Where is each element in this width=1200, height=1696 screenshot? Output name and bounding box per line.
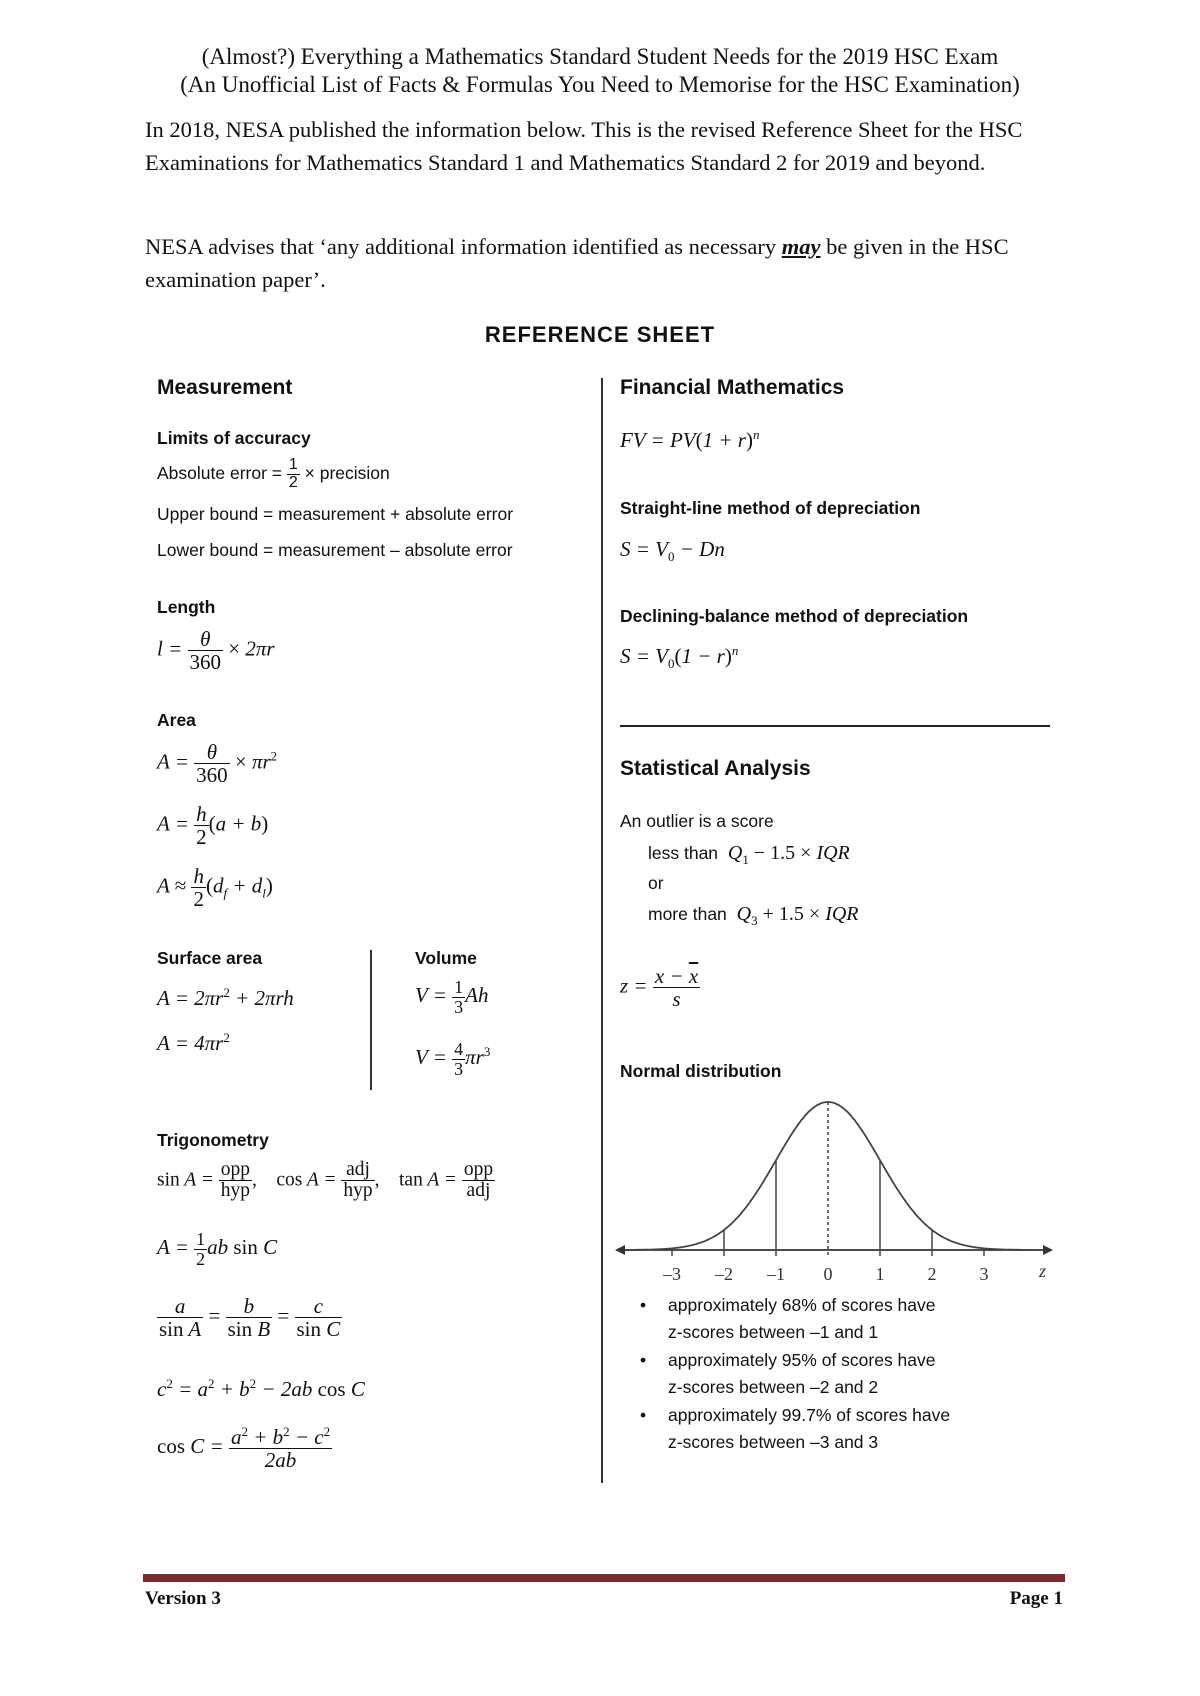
tick-label: 3 bbox=[979, 1264, 989, 1284]
list-item: • approximately 68% of scores have z-scores between –1 and 1 bbox=[640, 1292, 1060, 1346]
cosine-angle-formula: cos C = $\frac{a^2 + b^2 - c^2}{2ab}$ bbox=[157, 1424, 331, 1473]
reference-sheet-title: REFERENCE SHEET bbox=[484, 322, 716, 347]
area-sector-formula: A = $\frac{\theta}{360}$ × $\pi r^2$ bbox=[157, 740, 278, 788]
trig-ratios-formula: sin A = $\frac{\text{opp}}{\text{hyp}}$ , cos A = $\frac{\text{adj}}{\text{hyp}}$ , tan A = $\frac{\text{opp}}{\text{adj}}$ bbox=[157, 1159, 494, 1202]
bullet-line-2: z-scores between –1 and 1 bbox=[668, 1322, 879, 1342]
intro-emphasis: may bbox=[781, 234, 821, 259]
surface-area-heading: Surface area bbox=[157, 948, 263, 968]
z-score-formula: z = $\frac{x - \overline{x}}{s}$ bbox=[620, 964, 699, 1012]
normal-distribution-chart bbox=[615, 1090, 1055, 1290]
straight-line-heading: Straight-line method of depreciation bbox=[620, 498, 921, 518]
outlier-intro: An outlier is a score bbox=[620, 811, 774, 831]
area-approx-formula: A ≈ $\frac{h}{2}$ $(d_f + d_l)$ bbox=[157, 864, 273, 912]
bullet-line-1: approximately 95% of scores have bbox=[668, 1350, 936, 1370]
straight-line-formula: $S = V_0 - Dn$ bbox=[620, 537, 725, 565]
normal-distribution-heading: Normal distribution bbox=[620, 1061, 782, 1081]
measurement-heading: Measurement bbox=[157, 376, 293, 399]
bullet-line-2: z-scores between –3 and 3 bbox=[668, 1432, 879, 1452]
abs-error-label: Absolute error = bbox=[157, 462, 282, 483]
surface-sphere-formula: $A = 4\pi r^2$ bbox=[157, 1030, 230, 1055]
axis-arrow-left bbox=[615, 1245, 625, 1255]
future-value-formula: FV = $PV(1 + r)^n$ bbox=[620, 427, 760, 452]
statistics-heading: Statistical Analysis bbox=[620, 757, 811, 780]
absolute-error-formula: Absolute error = $\frac{1}{2}$ × precision bbox=[157, 456, 390, 491]
surface-volume-divider bbox=[370, 950, 372, 1090]
header-line-2: (An Unofficial List of Facts & Formulas You Need to Memorise for the HSC Examination) bbox=[180, 72, 1020, 97]
upper-bound-formula: Upper bound = measurement + absolute error bbox=[157, 504, 514, 524]
surface-cylinder-formula: $A = 2\pi r^2 + 2\pi rh$ bbox=[157, 985, 294, 1010]
footer-page-number: Page 1 bbox=[1009, 1588, 1063, 1609]
length-formula: l = $\frac{\theta}{360}$ × 2πr bbox=[157, 627, 275, 675]
financial-heading: Financial Mathematics bbox=[620, 376, 845, 399]
intro-p2-end: be given in the HSC examination paper’. bbox=[145, 234, 1009, 292]
bullet-line-1: approximately 68% of scores have bbox=[668, 1295, 936, 1315]
tick-label: –3 bbox=[663, 1264, 681, 1284]
cosine-rule-formula: $c^2 = a^2 + b^2 - 2ab$ cos C bbox=[157, 1376, 365, 1401]
normal-facts-list bbox=[640, 1292, 1060, 1456]
footer-version: Version 3 bbox=[145, 1588, 221, 1609]
z-labels-group bbox=[662, 1261, 1046, 1284]
area-heading: Area bbox=[157, 710, 196, 730]
outlier-upper: more than $Q_3 + 1.5$ × IQR bbox=[648, 903, 859, 928]
volume-cone-formula: V = $\frac{1}{3}$ Ah bbox=[415, 977, 489, 1017]
header-line-1: (Almost?) Everything a Mathematics Standard Student Needs for the 2019 HSC Exam bbox=[201, 44, 999, 69]
intro-paragraph-1: In 2018, NESA published the information below. This is the revised Reference Sheet for the HSC Examinations for Mathematics Standard 1 and Mathematics Standard 2 for 2019 and beyond. bbox=[145, 117, 1023, 175]
tick-label: –2 bbox=[715, 1264, 733, 1284]
trigonometry-heading: Trigonometry bbox=[157, 1130, 269, 1150]
intro-paragraph-2 bbox=[145, 230, 1065, 296]
area-trapezium-formula: A = $\frac{h}{2}$ (a + b) bbox=[157, 802, 269, 850]
axis-label: z bbox=[1039, 1261, 1047, 1281]
tick-label: 0 bbox=[823, 1264, 833, 1284]
tick-label: 1 bbox=[875, 1264, 885, 1284]
list-item: • approximately 99.7% of scores have z-scores between –3 and 3 bbox=[640, 1402, 1060, 1456]
declining-balance-formula: $S = V_0(1 - r)^n$ bbox=[620, 643, 739, 672]
outlier-lower: less than $Q_1 - 1.5$ × IQR bbox=[648, 842, 850, 867]
volume-sphere-formula: V = $\frac{4}{3}$ $\pi r^3$ bbox=[415, 1039, 491, 1079]
triangle-area-formula: A = $\frac{1}{2}$ ab sin C bbox=[157, 1229, 278, 1269]
abs-error-tail: × precision bbox=[304, 462, 390, 483]
volume-heading: Volume bbox=[415, 948, 477, 968]
column-divider bbox=[601, 378, 603, 1483]
limits-heading: Limits of accuracy bbox=[157, 428, 311, 448]
list-item: • approximately 95% of scores have z-scores between –2 and 2 bbox=[640, 1347, 1060, 1401]
declining-balance-heading: Declining-balance method of depreciation bbox=[620, 606, 969, 626]
lower-bound-formula: Lower bound = measurement – absolute error bbox=[157, 540, 513, 560]
bullet-line-1: approximately 99.7% of scores have bbox=[668, 1405, 951, 1425]
sine-rule-formula: $\frac{a}{\text{sin A}}$ = $\frac{b}{\text{sin B}}$ = $\frac{c}{\text{sin C}}$ bbox=[159, 1294, 341, 1342]
bullet-line-2: z-scores between –2 and 2 bbox=[668, 1377, 879, 1397]
length-heading: Length bbox=[157, 597, 216, 617]
less-than-label: less than bbox=[648, 843, 719, 863]
axis-arrow-right bbox=[1043, 1245, 1053, 1255]
intro-p2-start: NESA advises that ‘any additional information identified as necessary bbox=[145, 234, 782, 259]
section-separator bbox=[620, 725, 1050, 727]
footer-bar bbox=[143, 1574, 1065, 1582]
tick-label: 2 bbox=[927, 1264, 937, 1284]
outlier-or: or bbox=[648, 873, 664, 893]
more-than-label: more than bbox=[648, 904, 727, 924]
tick-label: –1 bbox=[767, 1264, 785, 1284]
